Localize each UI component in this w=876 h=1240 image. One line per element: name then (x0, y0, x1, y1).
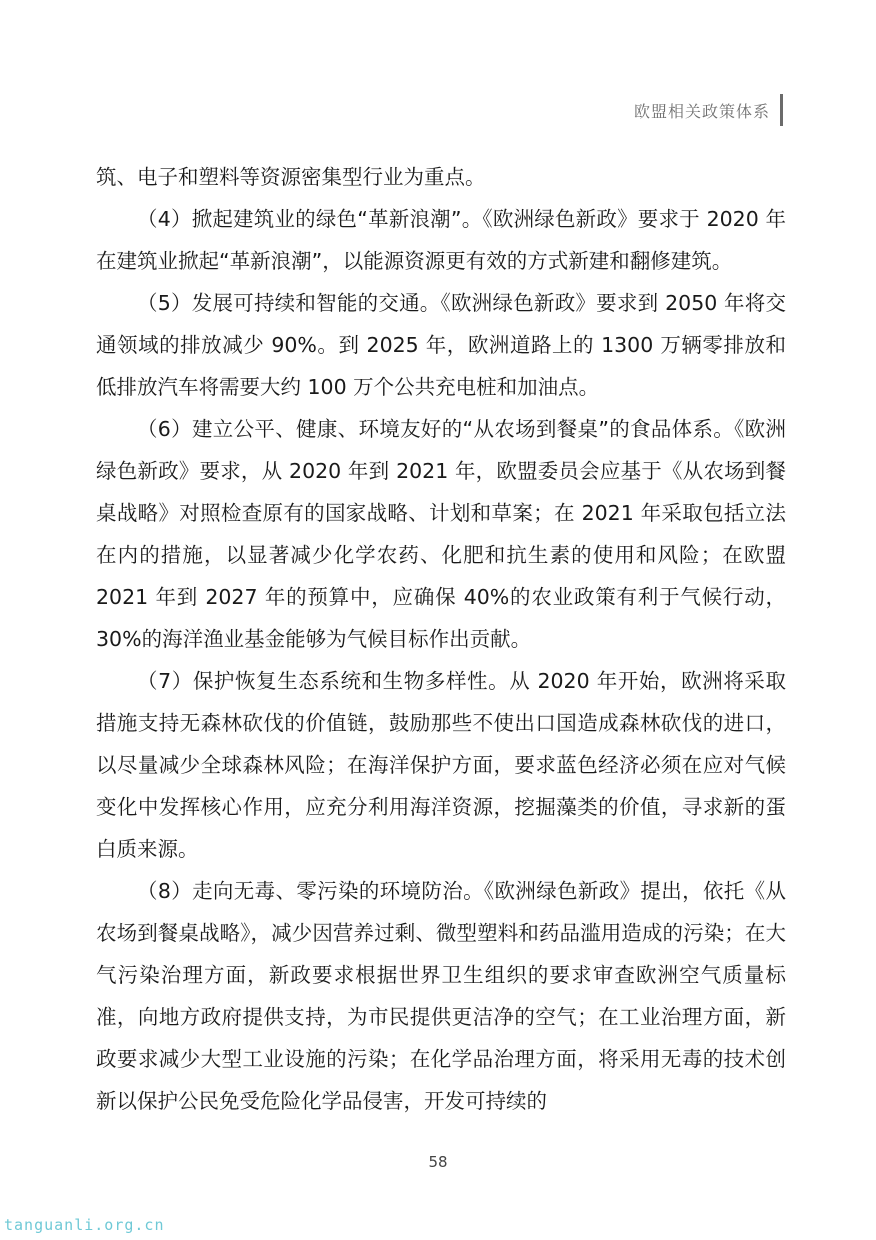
body-text (96, 156, 786, 1122)
paragraph: （5）发展可持续和智能的交通。《欧洲绿色新政》要求到 2050 年将交通领域的排放减少 90%。到 2025 年，欧洲道路上的 1300 万辆零排放和低排放汽车将需要大约 100 万个公共充电桩和加油点。 (96, 291, 786, 399)
paragraph: （7）保护恢复生态系统和生物多样性。从 2020 年开始，欧洲将采取措施支持无森林砍伐的价值链，鼓励那些不使出口国造成森林砍伐的进口，以尽量减少全球森林风险；在海洋保护方面，要求蓝色经济必须在应对气候变化中发挥核心作用，应充分利用海洋资源，挖掘藻类的价值，寻求新的蛋白质来源。 (96, 669, 786, 861)
paragraph: （4）掀起建筑业的绿色“革新浪潮”。《欧洲绿色新政》要求于 2020 年在建筑业掀起“革新浪潮”，以能源资源更有效的方式新建和翻修建筑。 (96, 207, 786, 273)
page-header (634, 93, 783, 127)
section-title: 欧盟相关政策体系 (633, 101, 770, 121)
watermark: tanguanli.org.cn (4, 1216, 165, 1234)
paragraph: （6）建立公平、健康、环境友好的“从农场到餐桌”的食品体系。《欧洲绿色新政》要求，从 2020 年到 2021 年，欧盟委员会应基于《从农场到餐桌战略》对照检查原有的国家战略、计划和草案；在 2021 年采取包括立法在内的措施，以显著减少化学农药、化肥和抗生素的使用和风险；在欧盟 2021 年到 2027 年的预算中，应确保 40%的农业政策有利于气候行动，30%的海洋渔业基金能够为气候目标作出贡献。 (96, 417, 786, 651)
paragraph: （8）走向无毒、零污染的环境防治。《欧洲绿色新政》提出，依托《从农场到餐桌战略》，减少因营养过剩、微型塑料和药品滥用造成的污染；在大气污染治理方面，新政要求根据世界卫生组织的要求审查欧洲空气质量标准，向地方政府提供支持，为市民提供更洁净的空气；在工业治理方面，新政要求减少大型工业设施的污染；在化学品治理方面，将采用无毒的技术创新以保护公民免受危险化学品侵害，开发可持续的 (96, 879, 786, 1113)
page-number: 58 (428, 1153, 448, 1171)
paragraph: 筑、电子和塑料等资源密集型行业为重点。 (96, 165, 486, 189)
header-divider-bar (780, 94, 783, 126)
